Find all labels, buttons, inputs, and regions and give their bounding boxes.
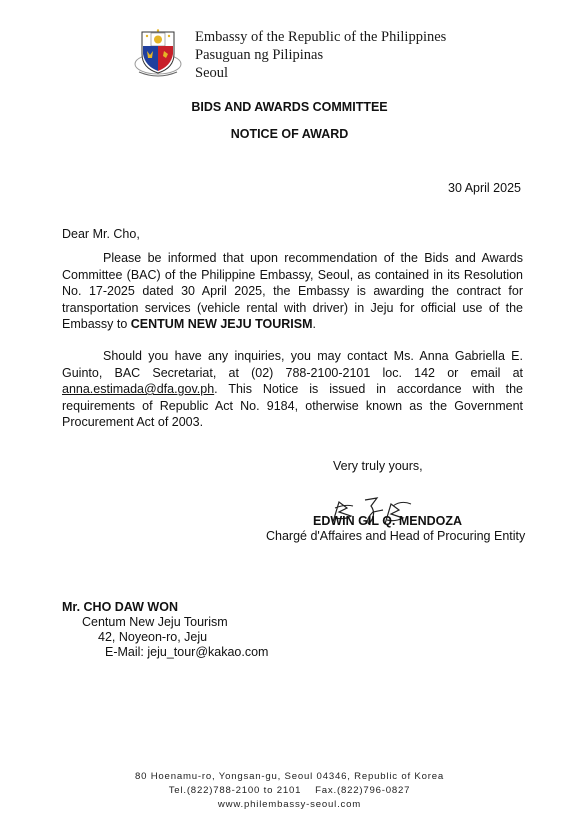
notice-title: NOTICE OF AWARD — [230, 127, 349, 141]
header-embassy-name: Embassy of the Republic of the Philippines — [195, 29, 447, 45]
paragraph-inquiries — [62, 348, 523, 431]
footer-website: www.philembassy-seoul.com — [217, 799, 362, 810]
recipient-address: 42, Noyeon-ro, Jeju — [98, 630, 208, 644]
letter-date: 30 April 2025 — [448, 181, 521, 195]
coat-of-arms-icon — [133, 28, 183, 78]
paragraph-award-text: Please be informed that upon recommendation of the Bids and Awards Committee (BAC) of the Philippine Embassy, Seoul, as contained in its Resolution No. 17-2025 dated 30 April 2025, the Embassy is awarding the contract for transportation services (vehicle rental with driver) in Jeju for official use of the Embassy to — [62, 251, 523, 331]
paragraph-inquiries-text1: Should you have any inquiries, you may contact Ms. Anna Gabriella E. Guinto, BAC Secretariat, at (02) 788-2100-2101 loc. 142 or email at — [62, 349, 523, 380]
header-filipino-name: Pasuguan ng Pilipinas — [195, 47, 324, 63]
paragraph-award-end: . — [312, 317, 316, 331]
footer-address: 80 Hoenamu-ro, Yongsan-gu, Seoul 04346, Republic of Korea — [134, 771, 445, 782]
recipient-name: Mr. CHO DAW WON — [62, 600, 178, 614]
paragraph-inquiries-text2: . This Notice is issued in accordance with the requirements of Republic Act No. 9184, otherwise known as the Government Procurement Act of 2003. — [62, 382, 523, 429]
recipient-company: Centum New Jeju Tourism — [82, 615, 228, 629]
paragraph-award — [62, 250, 523, 333]
recipient-email: E-Mail: jeju_tour@kakao.com — [105, 645, 269, 659]
closing: Very truly yours, — [333, 459, 423, 473]
contact-email-link[interactable]: anna.estimada@dfa.gov.ph — [62, 382, 215, 396]
header-city: Seoul — [195, 65, 229, 81]
awardee-name: CENTUM NEW JEJU TOURISM — [130, 317, 313, 331]
committee-title: BIDS AND AWARDS COMMITTEE — [191, 100, 388, 114]
signatory-name: EDWIN GIL Q. MENDOZA — [313, 514, 463, 528]
footer-phone: Tel.(822)788-2100 to 2101 Fax.(822)796-0827 — [168, 785, 411, 796]
salutation: Dear Mr. Cho, — [62, 227, 140, 241]
signatory-title: Chargé d'Affaires and Head of Procuring Entity — [266, 529, 526, 543]
embassy-seal — [133, 28, 183, 78]
